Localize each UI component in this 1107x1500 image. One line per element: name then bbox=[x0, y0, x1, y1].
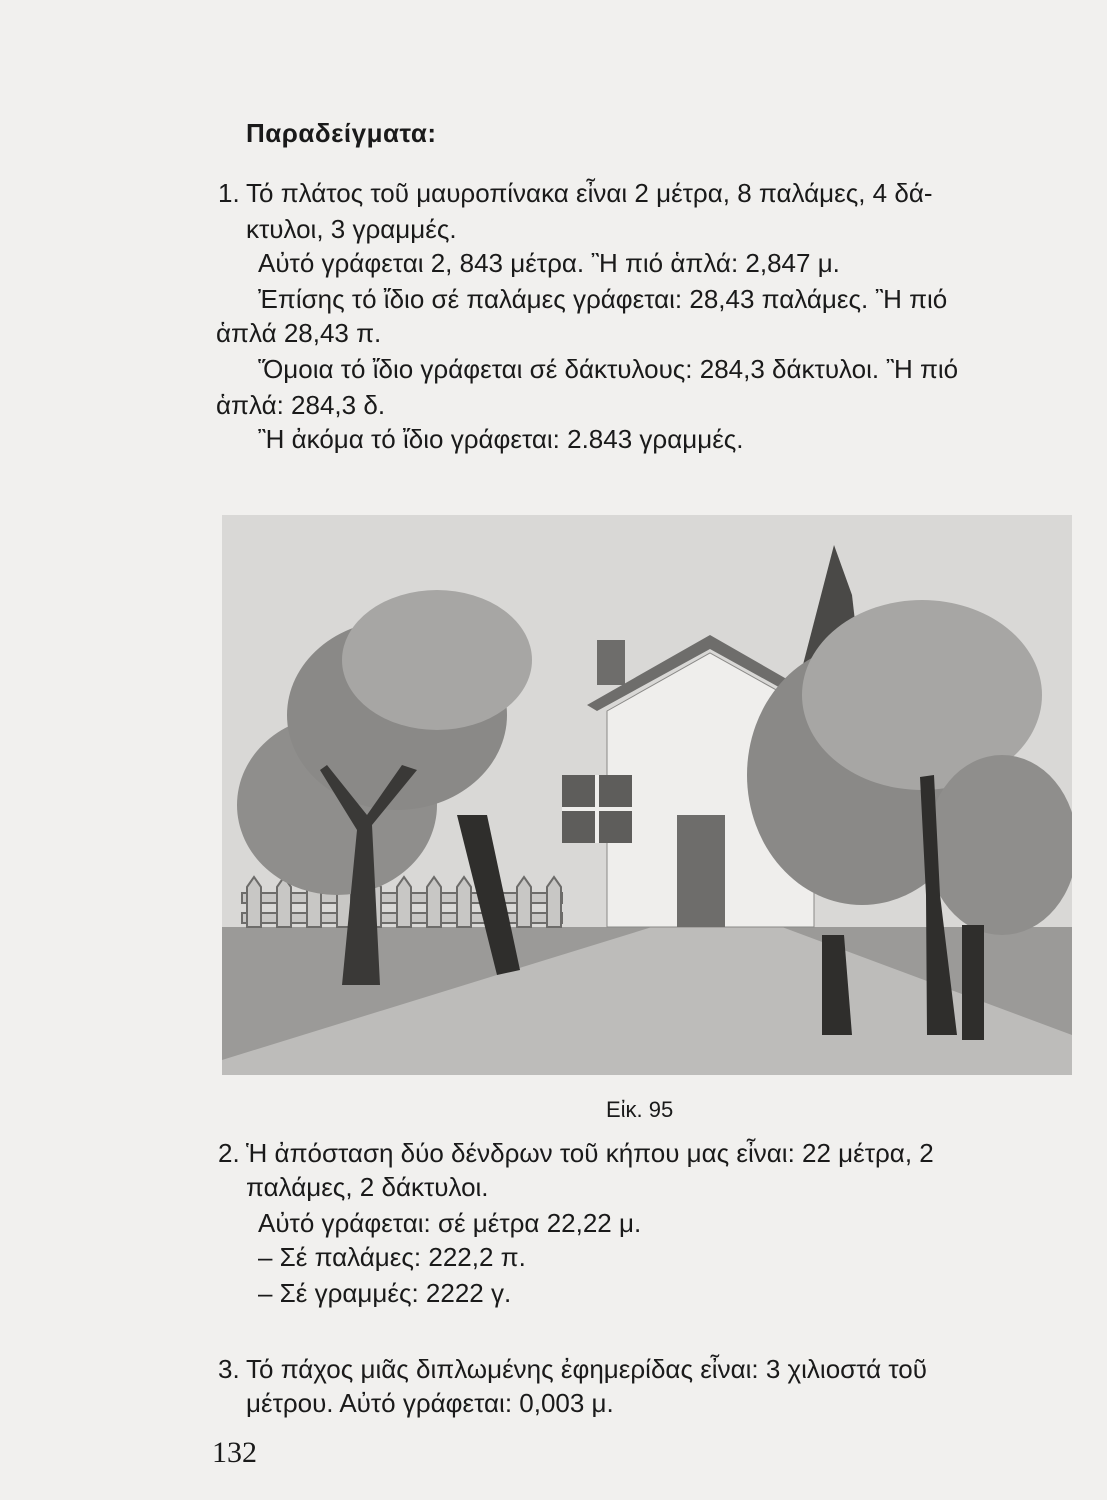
examples-heading: Παραδείγματα: bbox=[246, 118, 437, 148]
example-1-line: Ὅμοια τό ἴδιο γράφεται σέ δάκτυλους: 284,3 δάκτυλοι. Ἢ πιό bbox=[258, 354, 959, 384]
example-1-line: ἁπλά: 284,3 δ. bbox=[216, 390, 386, 420]
example-2-line: Ἡ ἀπόσταση δύο δένδρων τοῦ κήπου μας εἶναι: 22 μέτρα, 2 bbox=[246, 1138, 934, 1168]
house-and-trees-illustration bbox=[222, 515, 1072, 1075]
example-2-line: – Σέ γραμμές: 2222 γ. bbox=[258, 1278, 512, 1308]
figure-caption: Εἰκ. 95 bbox=[606, 1097, 674, 1122]
example-1-line: Αὐτό γράφεται 2, 843 μέτρα. Ἢ πιό ἁπλά: 2,847 μ. bbox=[258, 248, 840, 278]
example-3-number: 3. bbox=[218, 1354, 240, 1384]
example-1-line: Ἢ ἀκόμα τό ἴδιο γράφεται: 2.843 γραμμές. bbox=[258, 424, 744, 454]
example-1-number: 1. bbox=[218, 178, 240, 208]
example-3-line: Τό πάχος μιᾶς διπλωμένης ἐφημερίδας εἶναι: 3 χιλιοστά τοῦ bbox=[246, 1354, 927, 1384]
example-2-number: 2. bbox=[218, 1138, 240, 1168]
example-2-line: παλάμες, 2 δάκτυλοι. bbox=[246, 1172, 489, 1202]
example-3-line: μέτρου. Αὐτό γράφεται: 0,003 μ. bbox=[246, 1388, 614, 1418]
page-number: 132 bbox=[212, 1436, 257, 1469]
example-1-line: ἁπλά 28,43 π. bbox=[216, 318, 382, 348]
example-1-line: κτυλοι, 3 γραμμές. bbox=[246, 214, 457, 244]
example-1-line: Ἐπίσης τό ἴδιο σέ παλάμες γράφεται: 28,43 παλάμες. Ἢ πιό bbox=[258, 284, 948, 314]
example-1-line: Τό πλάτος τοῦ μαυροπίνακα εἶναι 2 μέτρα, 8 παλάμες, 4 δά- bbox=[246, 178, 933, 208]
example-2-line: Αὐτό γράφεται: σέ μέτρα 22,22 μ. bbox=[258, 1208, 642, 1238]
house-door bbox=[677, 815, 725, 927]
example-2-line: – Σέ παλάμες: 222,2 π. bbox=[258, 1242, 526, 1272]
